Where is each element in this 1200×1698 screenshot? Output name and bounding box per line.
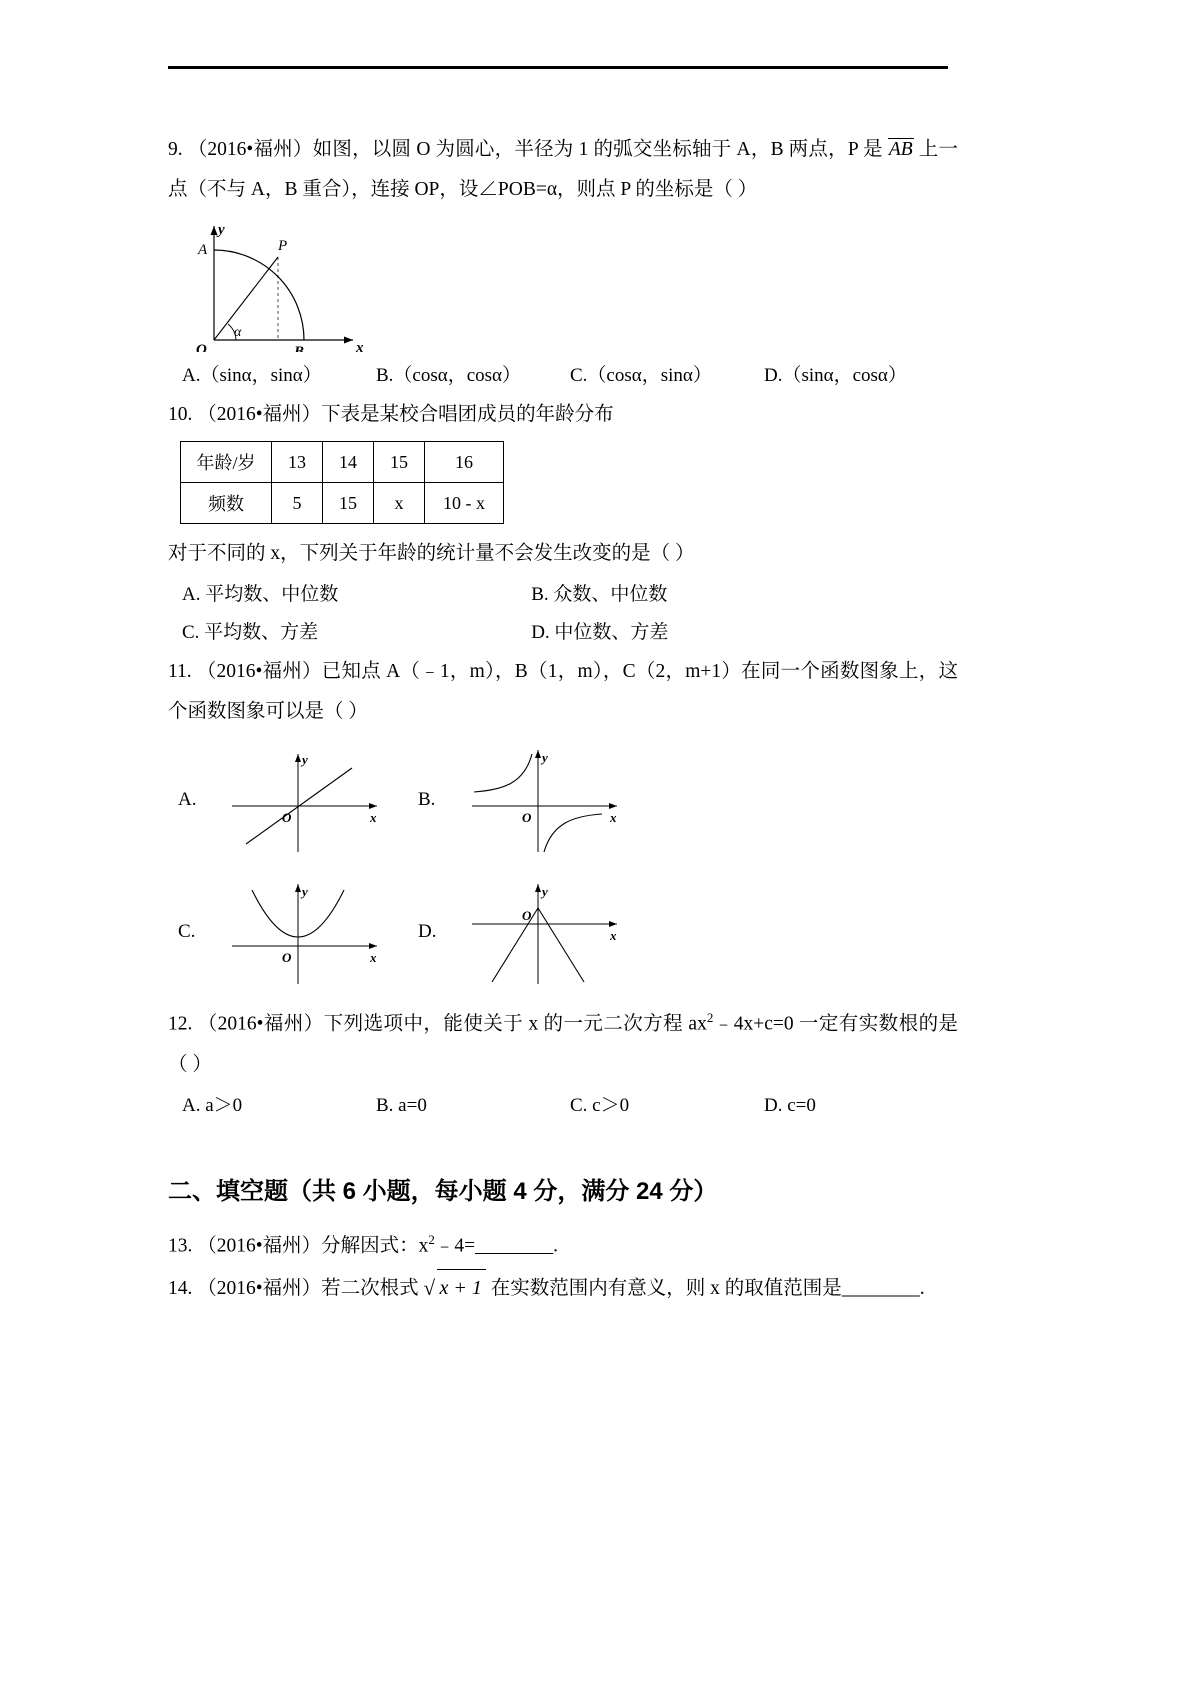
question-13-blank[interactable]: ________ bbox=[475, 1235, 554, 1256]
svg-text:y: y bbox=[542, 884, 548, 899]
question-14-tail: . bbox=[919, 1278, 925, 1299]
question-10: 10. （2016•福州）下表是某校合唱团成员的年龄分布 bbox=[168, 404, 614, 425]
document-content bbox=[168, 130, 958, 1311]
table-cell: 14 bbox=[323, 442, 374, 483]
table-cell: x bbox=[374, 483, 425, 524]
question-10-option-c[interactable]: C. 平均数、方差 bbox=[182, 622, 319, 643]
question-9-option-a[interactable]: A.（sinα，sinα） bbox=[182, 365, 322, 386]
question-9-text-part1: 如图，以圆 O 为圆心，半径为 1 的弧交坐标轴于 A，B 两点，P 是 bbox=[312, 139, 883, 160]
question-9-number: 9 bbox=[168, 139, 178, 160]
question-12-exponent: 2 bbox=[706, 1010, 714, 1025]
question-14-blank[interactable]: ________ bbox=[841, 1278, 920, 1299]
choice-label-b: B. bbox=[418, 789, 436, 810]
question-12-option-d[interactable]: D. c=0 bbox=[764, 1094, 816, 1116]
question-11-choice-a[interactable] bbox=[178, 734, 418, 866]
question-9-option-d[interactable]: D.（sinα，cosα） bbox=[764, 365, 907, 386]
svg-text:x: x bbox=[610, 928, 617, 943]
radical-bar bbox=[437, 1269, 485, 1270]
table-cell: 13 bbox=[272, 442, 323, 483]
svg-text:O: O bbox=[282, 950, 292, 965]
question-13-text-part2: ﹣4= bbox=[434, 1235, 476, 1256]
question-9: 9. （2016•福州）如图，以圆 O 为圆心，半径为 1 的弧交坐标轴于 A，B 两点，P 是 AB 上一点（不与 A，B 重合），连接 OP，设∠POB=α，则点 P 的坐标是（ ） bbox=[168, 139, 958, 200]
section-2-title: 二、填空题（共 6 小题，每小题 4 分，满分 24 分） bbox=[168, 1177, 718, 1205]
question-12-text-part1: 下列选项中，能使关于 x 的一元二次方程 ax bbox=[323, 1013, 707, 1035]
svg-text:O: O bbox=[522, 810, 532, 825]
table-cell: 15 bbox=[374, 442, 425, 483]
question-9-options bbox=[168, 357, 958, 395]
question-11-text: 已知点 A（﹣1，m），B（1，m），C（2，m+1）在同一个函数图象上，这个函数图象可以是（ ） bbox=[168, 661, 959, 722]
radical-symbol: √ bbox=[423, 1276, 435, 1300]
question-11: 11. （2016•福州）已知点 A（﹣1，m），B（1，m），C（2，m+1）在同一个函数图象上，这个函数图象可以是（ ） bbox=[168, 661, 959, 722]
svg-text:O: O bbox=[282, 810, 292, 825]
table-cell: 5 bbox=[272, 483, 323, 524]
question-10-option-b[interactable]: B. 众数、中位数 bbox=[531, 584, 668, 605]
figure-label-O: O bbox=[196, 342, 207, 352]
question-11-choice-b[interactable] bbox=[418, 734, 658, 866]
table-row bbox=[181, 442, 504, 483]
svg-text:y: y bbox=[302, 752, 308, 767]
question-13-tail: . bbox=[553, 1235, 558, 1256]
question-13: 13. （2016•福州）分解因式：$x^2﹣4=\_\_\_\_\_\_\_\_$. bbox=[168, 1231, 558, 1256]
question-12: 12. （2016•福州）下列选项中，能使关于 x 的一元二次方程 $ax^2﹣4x+c=0$ 一定有实数根的是（ ） bbox=[168, 1010, 959, 1075]
figure-label-alpha: α bbox=[234, 325, 242, 340]
question-12-option-a[interactable]: A. a＞0 bbox=[182, 1094, 243, 1116]
figure-label-A: A bbox=[198, 242, 208, 258]
question-10-options-row1 bbox=[168, 576, 958, 614]
svg-text:y: y bbox=[542, 750, 548, 765]
question-10-option-a[interactable]: A. 平均数、中位数 bbox=[182, 584, 339, 605]
figure-label-P: P bbox=[278, 238, 288, 254]
svg-text:x: x bbox=[370, 810, 377, 825]
question-10-text: 下表是某校合唱团成员的年龄分布 bbox=[321, 404, 614, 425]
svg-text:y: y bbox=[302, 884, 308, 899]
question-9-figure bbox=[168, 212, 958, 357]
table-row bbox=[181, 483, 504, 524]
age-distribution-table-wrap bbox=[168, 441, 958, 524]
question-13-source: （2016•福州） bbox=[197, 1235, 322, 1256]
svg-text:O: O bbox=[522, 908, 532, 923]
arc-ab-label: AB bbox=[888, 139, 913, 160]
question-10-source: （2016•福州） bbox=[197, 404, 322, 425]
question-12-option-b[interactable]: B. a=0 bbox=[376, 1094, 427, 1116]
question-14-source: （2016•福州） bbox=[197, 1278, 322, 1299]
question-9-option-c[interactable]: C.（cosα，sinα） bbox=[570, 365, 712, 386]
question-9-text-part2: 上一点（不与 A，B 重合），连接 OP，设∠POB=α，则点 P 的坐标是（ ） bbox=[168, 139, 958, 200]
table-cell: 频数 bbox=[181, 483, 272, 524]
choice-label-a: A. bbox=[178, 789, 197, 810]
question-10-options-row2 bbox=[168, 614, 958, 652]
choice-label-c: C. bbox=[178, 921, 196, 942]
table-cell: 10 - x bbox=[425, 483, 504, 524]
question-11-choice-d[interactable] bbox=[418, 866, 658, 998]
question-14-text-part2: 在实数范围内有意义，则 x 的取值范围是 bbox=[490, 1278, 842, 1299]
question-11-source: （2016•福州） bbox=[196, 661, 322, 682]
question-11-choice-c[interactable] bbox=[178, 866, 418, 998]
question-14-number: 14 bbox=[168, 1278, 188, 1299]
figure-label-x: x bbox=[356, 340, 364, 352]
question-10-number: 10 bbox=[168, 404, 188, 425]
figure-label-y: y bbox=[218, 222, 225, 238]
question-12-options bbox=[168, 1087, 958, 1125]
question-12-text-part2: ﹣4x+c=0 一定有实数根的是（ ） bbox=[168, 1013, 959, 1075]
svg-text:x: x bbox=[610, 810, 617, 825]
question-14-text-part1: 若二次根式 bbox=[321, 1278, 419, 1299]
question-11-choice-figures bbox=[168, 734, 738, 998]
question-14: 14. （2016•福州）若二次根式 √ x + 1 在实数范围内有意义，则 x 的取值范围是________. bbox=[168, 1268, 958, 1309]
question-11-number: 11 bbox=[168, 661, 187, 682]
question-9-option-b[interactable]: B.（cosα，cosα） bbox=[376, 365, 521, 386]
table-cell: 年龄/岁 bbox=[181, 442, 272, 483]
svg-text:x: x bbox=[370, 950, 377, 965]
square-root-expression bbox=[423, 1268, 485, 1308]
question-12-option-c[interactable]: C. c＞0 bbox=[570, 1094, 630, 1116]
header-rule bbox=[168, 66, 948, 69]
question-10-followup: 对于不同的 x，下列关于年龄的统计量不会发生改变的是（ ） bbox=[168, 543, 695, 564]
question-13-text-part1: 分解因式：x bbox=[321, 1235, 429, 1256]
age-distribution-table bbox=[180, 441, 504, 524]
choice-label-d: D. bbox=[418, 921, 437, 942]
question-13-exponent: 2 bbox=[428, 1231, 435, 1247]
question-12-number: 12 bbox=[168, 1013, 188, 1035]
question-9-source: （2016•福州） bbox=[187, 139, 313, 160]
figure-label-B: B bbox=[294, 344, 305, 352]
question-12-source: （2016•福州） bbox=[197, 1013, 324, 1035]
question-10-option-d[interactable]: D. 中位数、方差 bbox=[531, 622, 669, 643]
radicand: x + 1 bbox=[439, 1277, 482, 1299]
table-cell: 16 bbox=[425, 442, 504, 483]
question-13-number: 13 bbox=[168, 1235, 188, 1256]
table-cell: 15 bbox=[323, 483, 374, 524]
